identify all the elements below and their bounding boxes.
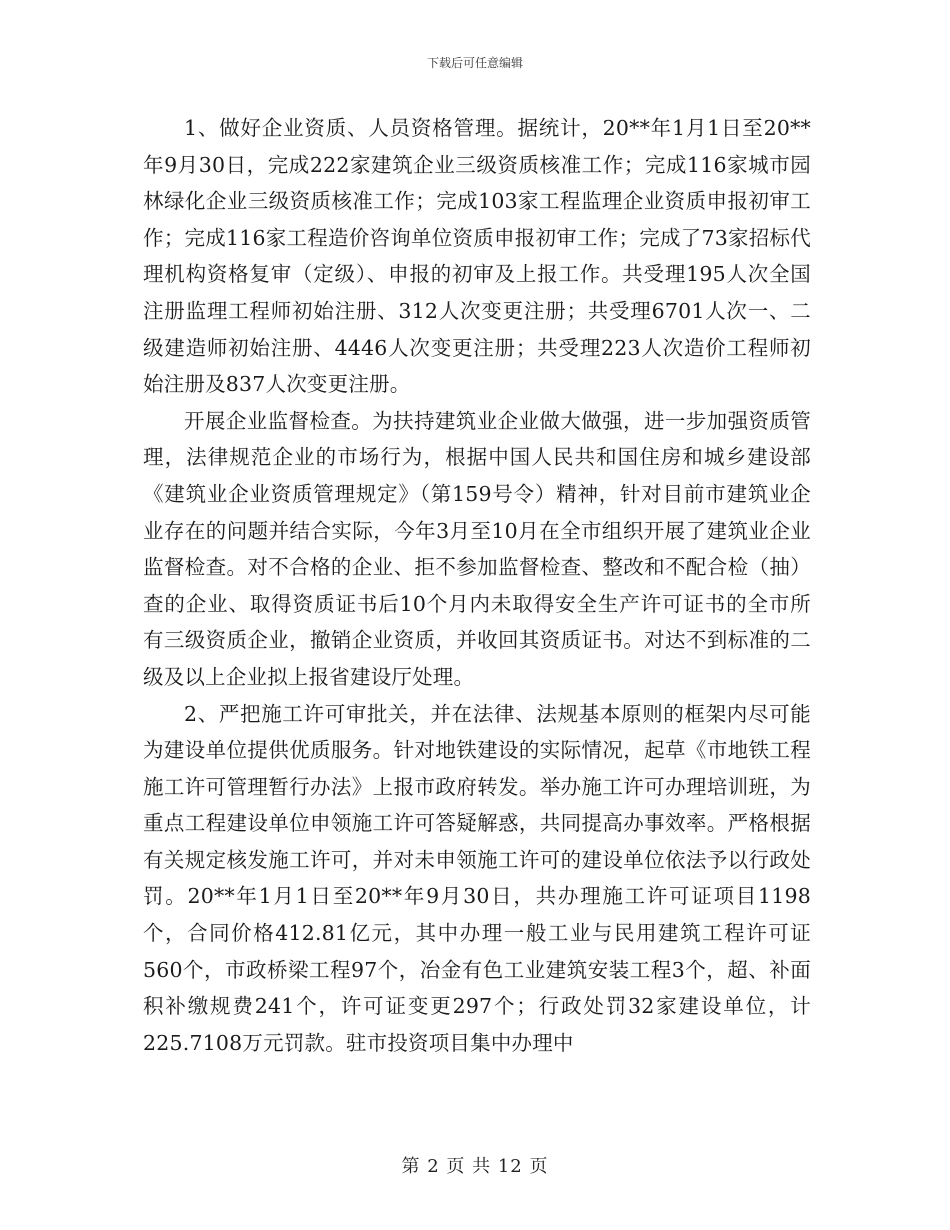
paragraph-construction-permit: 2、严把施工许可审批关，并在法律、法规基本原则的框架内尽可能为建设单位提供优质服务。针对地铁建设的实际情况，起草《市地铁工程施工许可管理暂行办法》上报市政府转发。举办施工许可办理培训班，为重点工程建设单位申领施工许可答疑解惑，共同提高办事效率。严格根据有关规定核发施工许可，并对未申领施工许可的建设单位依法予以行政处罚。20**年1月1日至20**年9月30日，共办理施工许可证项目1198个，合同价格412.81亿元，其中办理一般工业与民用建筑工程许可证560个，市政桥梁工程97个，冶金有色工业建筑安装工程3个，超、补面积补缴规费241个，许可证变更297个；行政处罚32家建设单位，计225.7108万元罚款。驻市投资项目集中办理中 xyxy=(143,701,811,1055)
paragraph-qualification-management: 1、做好企业资质、人员资格管理。据统计，20**年1月1日至20**年9月30日，完成222家建筑企业三级资质核准工作；完成116家城市园林绿化企业三级资质核准工作；完成103家工程监理企业资质申报初审工作；完成116家工程造价咨询单位资质申报初审工作；完成了73家招标代理机构资格复审（定级）、申报的初审及上报工作。共受理195人次全国注册监理工程师初始注册、312人次变更注册；共受理6701人次一、二级建造师初始注册、4446人次变更注册；共受理223人次造价工程师初始注册及837人次变更注册。 xyxy=(143,116,811,397)
header-note: 下载后可任意编辑 xyxy=(426,56,523,70)
page-footer: 第 2 页 共 12 页 xyxy=(401,1156,549,1177)
paragraph-enterprise-inspection: 开展企业监督检查。为扶持建筑业企业做大做强，进一步加强资质管理，法律规范企业的市场行为，根据中国人民共和国住房和城乡建设部《建筑业企业资质管理规定》（第159号令）精神，针对目前市建筑业企业存在的问题并结合实际，今年3月至10月在全市组织开展了建筑业企业监督检查。对不合格的企业、拒不参加监督检查、整改和不配合检（抽）查的企业、取得资质证书后10个月内未取得安全生产许可证书的全市所有三级资质企业，撤销企业资质，并收回其资质证书。对达不到标准的二级及以上企业拟上报省建设厅处理。 xyxy=(143,408,811,689)
document-body xyxy=(143,110,811,1061)
